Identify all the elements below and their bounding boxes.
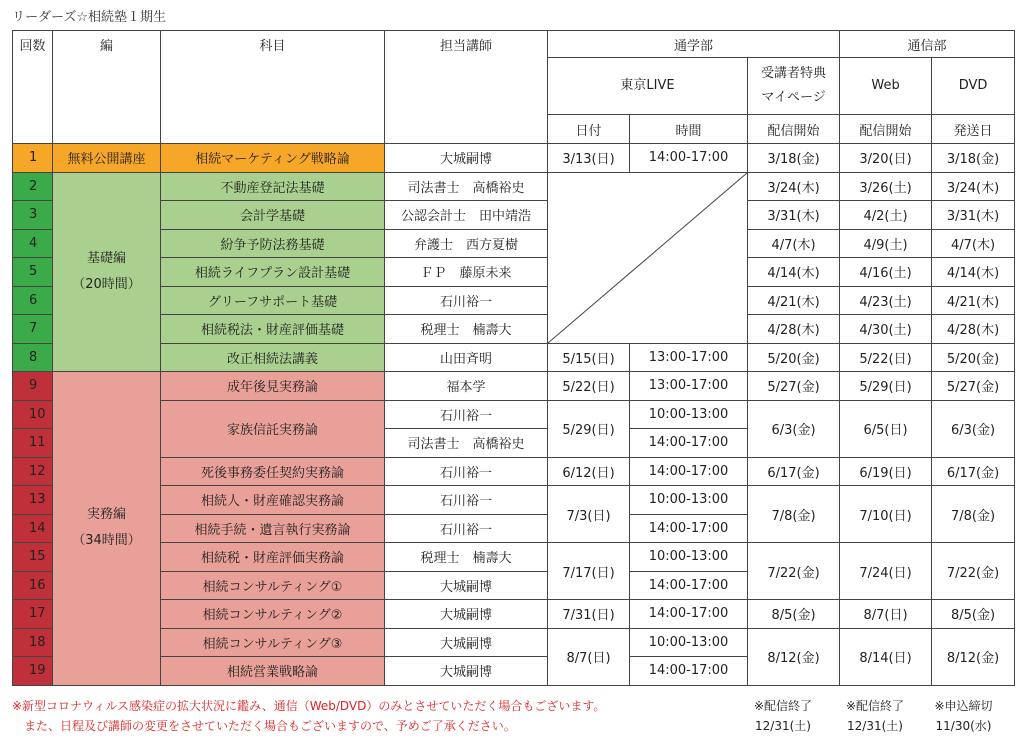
row-number: 4 (13, 229, 53, 258)
header-tsushin: 通信部 (840, 31, 1015, 58)
row-number: 13 (13, 486, 53, 515)
date: 7/17(日) (548, 543, 630, 600)
subject: 相続営業戦略論 (161, 657, 385, 686)
web-date: 5/29(日) (840, 372, 932, 401)
teacher: 石川裕一 (385, 286, 548, 315)
mypage-date: 7/8(金) (748, 486, 840, 543)
row-number: 3 (13, 201, 53, 230)
web-date: 6/5(日) (840, 400, 932, 457)
header-kamoku: 科目 (161, 31, 385, 144)
row-number: 10 (13, 400, 53, 429)
header-hassou: 発送日 (932, 115, 1015, 144)
teacher: 公認会計士 田中靖浩 (385, 201, 548, 230)
subject: 相続税・財産評価実務論 (161, 543, 385, 572)
date: 3/13(日) (548, 144, 630, 173)
dvd-date: 3/31(木) (932, 201, 1015, 230)
time: 14:00-17:00 (630, 657, 748, 686)
teacher: 大城嗣博 (385, 144, 548, 173)
row-number: 17 (13, 600, 53, 629)
date: 7/3(日) (548, 486, 630, 543)
dvd-date: 6/3(金) (932, 400, 1015, 457)
header-web: Web (840, 58, 932, 115)
header-dvd: DVD (932, 58, 1015, 115)
header-haishin-my: 配信開始 (748, 115, 840, 144)
mypage-date: 5/20(金) (748, 343, 840, 372)
date: 7/31(日) (548, 600, 630, 629)
mypage-date: 4/21(木) (748, 286, 840, 315)
web-date: 8/7(日) (840, 600, 932, 629)
row-number: 1 (13, 144, 53, 173)
page-title: リーダーズ☆相続塾１期生 (12, 10, 167, 25)
web-date: 8/14(日) (840, 628, 932, 685)
teacher: 大城嗣博 (385, 600, 548, 629)
subject: 相続コンサルティング① (161, 571, 385, 600)
group-kiso: 基礎編 （20時間） (53, 172, 161, 372)
web-date: 5/22(日) (840, 343, 932, 372)
subject: 紛争予防法務基礎 (161, 229, 385, 258)
web-date: 7/24(日) (840, 543, 932, 600)
row-number: 9 (13, 372, 53, 401)
note-line-1: ※新型コロナウィルス感染症の拡大状況に鑑み、通信（Web/DVD）のみとさせていただく場合もございます。 (12, 699, 606, 713)
time: 13:00-17:00 (630, 372, 748, 401)
teacher: 石川裕一 (385, 400, 548, 429)
mypage-date: 5/27(金) (748, 372, 840, 401)
row-number: 18 (13, 628, 53, 657)
dvd-date: 8/12(金) (932, 628, 1015, 685)
time: 10:00-13:00 (630, 628, 748, 657)
web-date: 4/16(土) (840, 258, 932, 287)
mypage-date: 4/7(木) (748, 229, 840, 258)
dvd-date: 4/28(木) (932, 315, 1015, 344)
row-number: 14 (13, 514, 53, 543)
footer-dvd: ※申込締切 11/30(水) (934, 699, 993, 733)
subject: 会計学基礎 (161, 201, 385, 230)
mypage-date: 4/28(木) (748, 315, 840, 344)
dvd-date: 4/7(木) (932, 229, 1015, 258)
subject: 家族信託実務論 (161, 400, 385, 457)
subject: グリーフサポート基礎 (161, 286, 385, 315)
subject: 改正相続法講義 (161, 343, 385, 372)
footer-web: ※配信終了 12/31(土) (845, 699, 905, 733)
header-jikan: 時間 (630, 115, 748, 144)
web-date: 4/2(土) (840, 201, 932, 230)
teacher: 石川裕一 (385, 514, 548, 543)
time: 14:00-17:00 (630, 571, 748, 600)
dvd-date: 7/22(金) (932, 543, 1015, 600)
mypage-date: 3/24(木) (748, 172, 840, 201)
subject: 不動産登記法基礎 (161, 172, 385, 201)
mypage-date: 6/3(金) (748, 400, 840, 457)
teacher: 税理士 楠壽大 (385, 315, 548, 344)
time: 14:00-17:00 (630, 144, 748, 173)
row-number: 7 (13, 315, 53, 344)
date: 5/22(日) (548, 372, 630, 401)
teacher: 大城嗣博 (385, 657, 548, 686)
time: 14:00-17:00 (630, 457, 748, 486)
date: 5/29(日) (548, 400, 630, 457)
group-jitsumu: 実務編 （34時間） (53, 372, 161, 686)
subject: 相続マーケティング戦略論 (161, 144, 385, 173)
time: 14:00-17:00 (630, 429, 748, 458)
web-date: 3/26(土) (840, 172, 932, 201)
row-number: 8 (13, 343, 53, 372)
subject: 死後事務委任契約実務論 (161, 457, 385, 486)
header-kaisu: 回数 (13, 31, 53, 144)
teacher: ＦＰ 藤原未来 (385, 258, 548, 287)
schedule-table (12, 30, 1015, 686)
header-haishin-web: 配信開始 (840, 115, 932, 144)
time: 13:00-17:00 (630, 343, 748, 372)
dvd-date: 4/14(木) (932, 258, 1015, 287)
subject: 相続コンサルティング③ (161, 628, 385, 657)
row-number: 19 (13, 657, 53, 686)
note-line-2: また、日程及び講師の変更をさせていただく場合もございますので、予めご了承ください。 (12, 719, 516, 733)
teacher: 司法書士 高橋裕史 (385, 429, 548, 458)
dvd-date: 5/27(金) (932, 372, 1015, 401)
header-hizuke: 日付 (548, 115, 630, 144)
row-number: 6 (13, 286, 53, 315)
header-koshi: 担当講師 (385, 31, 548, 144)
teacher: 大城嗣博 (385, 571, 548, 600)
dvd-date: 5/20(金) (932, 343, 1015, 372)
mypage-date: 8/5(金) (748, 600, 840, 629)
subject: 相続ライフプラン設計基礎 (161, 258, 385, 287)
teacher: 石川裕一 (385, 486, 548, 515)
row-number: 11 (13, 429, 53, 458)
dvd-date: 8/5(金) (932, 600, 1015, 629)
date: 8/7(日) (548, 628, 630, 685)
teacher: 山田斉明 (385, 343, 548, 372)
subject: 相続税法・財産評価基礎 (161, 315, 385, 344)
subject: 相続手続・遺言執行実務論 (161, 514, 385, 543)
header-hen: 編 (53, 31, 161, 144)
time: 10:00-13:00 (630, 486, 748, 515)
mypage-date: 6/17(金) (748, 457, 840, 486)
teacher: 福本学 (385, 372, 548, 401)
subject: 相続人・財産確認実務論 (161, 486, 385, 515)
web-date: 7/10(日) (840, 486, 932, 543)
row-number: 12 (13, 457, 53, 486)
web-date: 4/23(土) (840, 286, 932, 315)
no-live-cell (548, 172, 748, 343)
dvd-date: 3/18(金) (932, 144, 1015, 173)
teacher: 弁護士 西方夏樹 (385, 229, 548, 258)
date: 5/15(日) (548, 343, 630, 372)
diagonal-line (548, 173, 747, 343)
time: 10:00-13:00 (630, 543, 748, 572)
dvd-date: 7/8(金) (932, 486, 1015, 543)
mypage-date: 7/22(金) (748, 543, 840, 600)
subject: 相続コンサルティング② (161, 600, 385, 629)
dvd-date: 6/17(金) (932, 457, 1015, 486)
mypage-date: 3/18(金) (748, 144, 840, 173)
dvd-date: 4/21(木) (932, 286, 1015, 315)
row-number: 16 (13, 571, 53, 600)
teacher: 税理士 楠壽大 (385, 543, 548, 572)
row-number: 2 (13, 172, 53, 201)
row-number: 5 (13, 258, 53, 287)
teacher: 司法書士 高橋裕史 (385, 172, 548, 201)
group-free: 無料公開講座 (53, 144, 161, 173)
teacher: 石川裕一 (385, 457, 548, 486)
web-date: 4/30(土) (840, 315, 932, 344)
subject: 成年後見実務論 (161, 372, 385, 401)
mypage-date: 3/31(木) (748, 201, 840, 230)
time: 14:00-17:00 (630, 514, 748, 543)
time: 14:00-17:00 (630, 600, 748, 629)
dvd-date: 3/24(木) (932, 172, 1015, 201)
teacher: 大城嗣博 (385, 628, 548, 657)
web-date: 6/19(日) (840, 457, 932, 486)
web-date: 3/20(日) (840, 144, 932, 173)
header-tokyo-live: 東京LIVE (548, 58, 748, 115)
footer-mypage: ※配信終了 12/31(土) (753, 699, 813, 733)
header-jukosha: 受講者特典 マイページ (748, 58, 840, 115)
row-number: 15 (13, 543, 53, 572)
web-date: 4/9(土) (840, 229, 932, 258)
mypage-date: 8/12(金) (748, 628, 840, 685)
header-tsugaku: 通学部 (548, 31, 840, 58)
mypage-date: 4/14(木) (748, 258, 840, 287)
time: 10:00-13:00 (630, 400, 748, 429)
date: 6/12(日) (548, 457, 630, 486)
notes (12, 696, 605, 736)
